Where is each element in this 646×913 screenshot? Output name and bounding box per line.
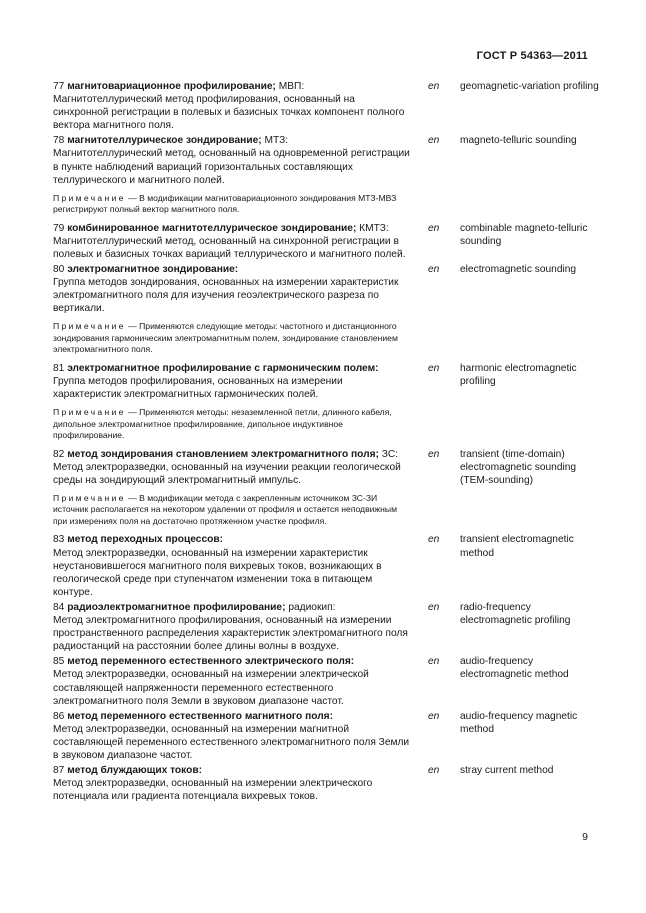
- term-definition: Метод электроразведки, основанный на изучении реакции геологической среды на зондирующий электромагнитный импульс.: [53, 461, 401, 486]
- english-equivalent: audio-frequency electromagnetic method: [460, 656, 569, 681]
- english-equivalent: stray current method: [460, 765, 554, 777]
- term-title: радиоэлектромагнитное профилирование;: [67, 601, 286, 613]
- language-code: en: [428, 765, 440, 777]
- english-equivalent: geomagnetic-variation profiling: [460, 81, 599, 92]
- english-equivalent: combinable magneto-telluric sounding: [460, 222, 588, 247]
- term-entry-84: [0, 601, 646, 653]
- term-title: электромагнитное зондирование:: [67, 264, 239, 276]
- term-note: [53, 193, 413, 216]
- term-number: 85: [53, 656, 65, 668]
- term-number: 79: [53, 222, 65, 234]
- english-equivalent: magneto-telluric sounding: [460, 135, 577, 147]
- term-number: 83: [53, 534, 65, 546]
- language-code: en: [428, 448, 440, 460]
- term-definition: Метод электромагнитного профилирования, основанный на измерении пространственного распределения характеристик электромагнитного поля радиостанций на расстоянии более длины волны в воздухе.: [53, 615, 408, 653]
- note-text: — В модификации метода с закрепленным источником ЗС-ЗИ источник располагается на некотором удалении от профиля и остается неподвижным при измерениях поля на достаточно протяженном участке профиля.: [53, 492, 398, 526]
- term-entry-86: [0, 710, 646, 762]
- term-entry-80: [0, 263, 646, 356]
- note-label: Примечание: [53, 492, 126, 503]
- language-code: en: [428, 81, 440, 92]
- english-equivalent: audio-frequency magnetic method: [460, 710, 578, 735]
- term-definition: Магнитотеллурический метод, основанный на одновременной регистрации в пункте наблюдений вариаций горизонтальных составляющих теллурического и магнитного полей.: [53, 148, 410, 186]
- term-definition: Метод электроразведки, основанный на измерении магнитной составляющей переменного естественного электромагнитного поля Земли в звуковом диапазоне частот.: [53, 723, 410, 761]
- term-abbreviation: МВП:: [275, 81, 305, 92]
- term-entry-83: [0, 533, 646, 598]
- term-definition: Метод электроразведки, основанный на измерении электрической составляющей напряженности переменного естественного электромагнитного поля Земли в звуковом диапазоне частот.: [53, 669, 369, 707]
- term-title: метод зондирования становлением электромагнитного поля;: [67, 448, 379, 460]
- term-definition: Метод электроразведки, основанный на измерении характеристик неустановившегося магнитного поля вихревых токов, возникающих в геологической среде при ступенчатом изменении тока в питающем контуре.: [53, 547, 382, 598]
- language-code: en: [428, 656, 440, 668]
- note-text: — Применяются следующие методы: частотного и дистанционного зондирования гармоническим электромагнитным полем, зондирование становлением электромагнитного поля.: [53, 321, 398, 355]
- language-code: en: [428, 362, 440, 374]
- standard-header: ГОСТ Р 54363—2011: [476, 50, 588, 62]
- term-definition: Магнитотеллурический метод, основанный на синхронной регистрации в полевых и базисных точках вариаций теллурического и магнитного полей.: [53, 235, 406, 260]
- page-number: 9: [582, 831, 588, 843]
- note-text: — Применяются методы: незаземленной петли, длинного кабеля, дипольное электромагнитное профилирование, дипольное индуктивное профилирование.: [53, 407, 392, 441]
- term-abbreviation: ЗС:: [378, 448, 399, 460]
- note-label: Примечание: [53, 407, 126, 418]
- language-code: en: [428, 135, 440, 147]
- english-equivalent: transient (time-domain) electromagnetic sounding (TEM-sounding): [460, 448, 577, 486]
- term-abbreviation: МТЗ:: [261, 135, 289, 147]
- term-list: [0, 80, 646, 805]
- term-title: метод блуждающих токов:: [67, 765, 202, 777]
- term-note: [53, 407, 413, 442]
- term-title: метод переменного естественного электрического поля:: [67, 656, 355, 668]
- term-note: [53, 493, 413, 528]
- term-entry-77: [0, 80, 646, 132]
- term-entry-81: [0, 362, 646, 442]
- term-number: 84: [53, 601, 65, 613]
- term-definition: Группа методов профилирования, основанных на измерении характеристик электромагнитных гармонических полей.: [53, 376, 343, 401]
- term-number: 80: [53, 264, 65, 276]
- term-number: 87: [53, 765, 65, 777]
- english-equivalent: harmonic electromagnetic profiling: [460, 362, 577, 387]
- term-entry-87: [0, 764, 646, 803]
- note-text: — В модификации магнитовариационного зондирования МТЗ-МВЗ регистрируют полный вектор магнитного поля.: [53, 192, 397, 215]
- term-definition: Метод электроразведки, основанный на измерении электрического потенциала или градиента потенциала вихревых токов.: [53, 778, 373, 803]
- language-code: en: [428, 534, 440, 546]
- language-code: en: [428, 222, 440, 234]
- english-equivalent: radio-frequency electromagnetic profiling: [460, 601, 571, 627]
- english-equivalent: electromagnetic sounding: [460, 264, 577, 276]
- term-entry-85: [0, 655, 646, 707]
- note-label: Примечание: [53, 192, 126, 203]
- term-note: [53, 321, 413, 356]
- language-code: en: [428, 601, 440, 613]
- term-title: магнитовариационное профилирование;: [67, 81, 276, 92]
- term-title: магнитотеллурическое зондирование;: [67, 135, 262, 147]
- term-definition: Группа методов зондирования, основанных на измерении характеристик электромагнитного поля для изучения геоэлектрического разреза по вертикали.: [53, 277, 399, 315]
- term-number: 77: [53, 81, 65, 92]
- term-title: метод переходных процессов:: [67, 534, 223, 546]
- term-entry-82: [0, 448, 646, 528]
- term-number: 81: [53, 362, 65, 374]
- term-number: 86: [53, 710, 65, 722]
- english-equivalent: transient electromagnetic method: [460, 534, 574, 559]
- term-title: метод переменного естественного магнитного поля:: [67, 710, 334, 722]
- term-abbreviation: КМТЗ:: [356, 222, 389, 234]
- language-code: en: [428, 264, 440, 276]
- language-code: en: [428, 710, 440, 722]
- term-number: 82: [53, 448, 65, 460]
- term-entry-78: [0, 134, 646, 215]
- term-number: 78: [53, 135, 65, 147]
- note-label: Примечание: [53, 321, 126, 332]
- term-title: комбинированное магнитотеллурическое зондирование;: [67, 222, 357, 234]
- term-entry-79: [0, 222, 646, 261]
- term-definition: Магнитотеллурический метод профилирования, основанный на синхронной регистрации в полевых и базисных точках компонент полного вектора магнитного поля.: [53, 94, 405, 132]
- term-abbreviation: радиокип:: [285, 601, 336, 613]
- term-title: электромагнитное профилирование с гармоническим полем:: [67, 362, 379, 374]
